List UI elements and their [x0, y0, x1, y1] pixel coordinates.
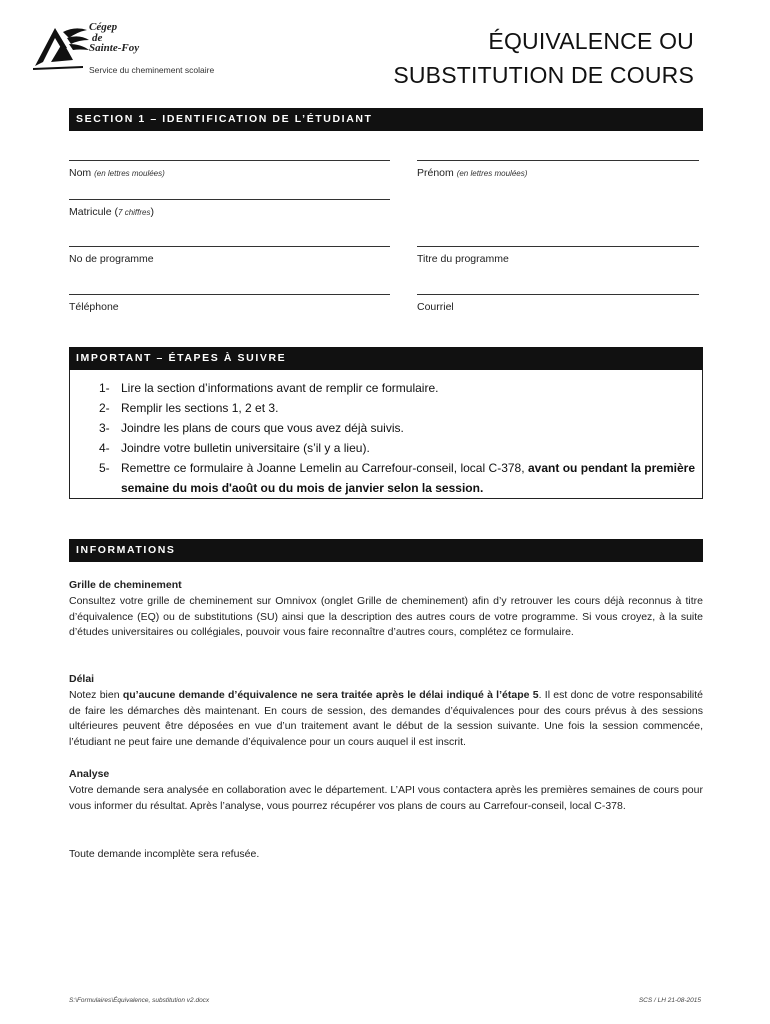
grille-block [69, 578, 703, 641]
telephone-field[interactable] [69, 294, 390, 313]
logo-wordmark [89, 22, 139, 54]
matricule-label [69, 206, 390, 218]
prenom-label-text: Prénom [417, 167, 454, 179]
grille-text: Consultez votre grille de cheminement sur Omnivox (onglet Grille de cheminement) afin d’y retrouver les cours déjà reconnus à titre d’équivalence (EQ) ou de substitutions (SU) ainsi que la description des autres cours de votre programme. Si vous croyez, à la suite d’études universitaires ou collégiales, pouvoir vous faire reconnaître d’autres cours, complétez ce formulaire. [69, 594, 703, 639]
courriel-label: Courriel [417, 301, 454, 313]
nom-line[interactable] [69, 160, 390, 161]
step-number: 3- [99, 421, 110, 435]
step-text: Joindre les plans de cours que vous avez déjà suivis. [121, 421, 404, 435]
matricule-close: ) [150, 206, 154, 218]
matricule-label-text: Matricule ( [69, 206, 119, 218]
matricule-field[interactable] [69, 199, 390, 218]
page-title [393, 24, 694, 92]
titre-programme-line[interactable] [417, 246, 699, 247]
page-title-line1: ÉQUIVALENCE OU [488, 28, 694, 54]
step-text: Remplir les sections 1, 2 et 3. [121, 401, 279, 415]
step-item [99, 458, 695, 498]
footer-file-path: S:\Formulaires\Équivalence, substitution v2.docx [69, 997, 210, 1004]
delai-title: Délai [69, 673, 95, 685]
page-title-line2: SUBSTITUTION DE COURS [393, 62, 694, 88]
step-number: 5- [99, 461, 110, 475]
telephone-line[interactable] [69, 294, 390, 295]
prenom-field[interactable] [417, 160, 699, 179]
step-text: Lire la section d’informations avant de remplir ce formulaire. [121, 381, 439, 395]
nom-hint: (en lettres moulées) [94, 169, 165, 178]
nom-label-text: Nom [69, 167, 92, 179]
step-text [121, 458, 695, 498]
titre-programme-field[interactable] [417, 246, 699, 265]
footer-reference: SCS / LH 21-08-2015 [638, 997, 701, 1004]
incomplete-note [69, 847, 703, 863]
step-number: 2- [99, 401, 110, 415]
informations-heading: INFORMATIONS [69, 539, 703, 562]
incomplete-text: Toute demande incomplète sera refusée. [69, 848, 260, 860]
step-item [99, 398, 695, 418]
prenom-line[interactable] [417, 160, 699, 161]
courriel-field[interactable] [417, 294, 699, 313]
step-item [99, 418, 695, 438]
grille-title: Grille de cheminement [69, 579, 182, 591]
section1-heading: SECTION 1 – IDENTIFICATION DE L’ÉTUDIANT [69, 108, 703, 131]
step-item [99, 378, 695, 398]
analyse-title: Analyse [69, 768, 110, 780]
analyse-text: Votre demande sera analysée en collaboration avec le département. L’API vous contactera après les premières semaines de cours pour vous informer du résultat. Après l’analyse, vous pourrez récupérer vos plans de cours au Carrefour-conseil, local C-378. [69, 783, 703, 812]
college-logo [33, 22, 233, 82]
delai-text [69, 688, 703, 751]
courriel-line[interactable] [417, 294, 699, 295]
no-programme-field[interactable] [69, 246, 390, 265]
no-programme-line[interactable] [69, 246, 390, 247]
step-number: 4- [99, 441, 110, 455]
matricule-line[interactable] [69, 199, 390, 200]
delai-block [69, 672, 703, 751]
step-text-bold: avant ou pendant la première semaine du mois d'août ou du mois de janvier selon la session. [121, 461, 695, 495]
telephone-label: Téléphone [69, 301, 119, 313]
step-text: Joindre votre bulletin universitaire (s’il y a lieu). [121, 441, 370, 455]
prenom-hint: (en lettres moulées) [456, 169, 528, 178]
logo-line-de: de [92, 31, 103, 44]
prenom-label [417, 167, 699, 179]
analyse-block [69, 767, 703, 814]
delai-text-pre: Notez bien [69, 688, 123, 701]
step-number: 1- [99, 381, 110, 395]
no-programme-label: No de programme [69, 253, 154, 265]
matricule-hint: 7 chiffres [118, 208, 151, 217]
delai-text-post: . Il est donc de votre responsabilité de faire les démarches dès maintenant. En cours de session, des demandes d’équivalences pour des cours prévus à des sessions ultérieures peuvent être déposées en vue d’un traitement avant le début de la session suivante. Une fois la session commencée, l’étudiant ne peut faire une demande d’équivalence pour un cours auquel il est inscrit. [69, 688, 703, 749]
delai-text-bold: qu’aucune demande d’équivalence ne sera traitée après le délai indiqué à l’étape 5 [122, 688, 539, 701]
logo-line-sainte-foy: Sainte-Foy [89, 42, 140, 54]
step-item [99, 438, 695, 458]
steps-list [99, 378, 695, 498]
logo-line-cegep: Cégep [89, 21, 118, 33]
important-heading: IMPORTANT – ÉTAPES À SUIVRE [69, 347, 703, 370]
nom-label [69, 167, 390, 179]
step-text-regular: Remettre ce formulaire à Joanne Lemelin au Carrefour-conseil, local C-378, [121, 461, 528, 475]
logo-service: Service du cheminement scolaire [89, 65, 215, 75]
college-logo-icon [33, 22, 93, 70]
nom-field[interactable] [69, 160, 390, 179]
titre-programme-label: Titre du programme [417, 253, 509, 265]
